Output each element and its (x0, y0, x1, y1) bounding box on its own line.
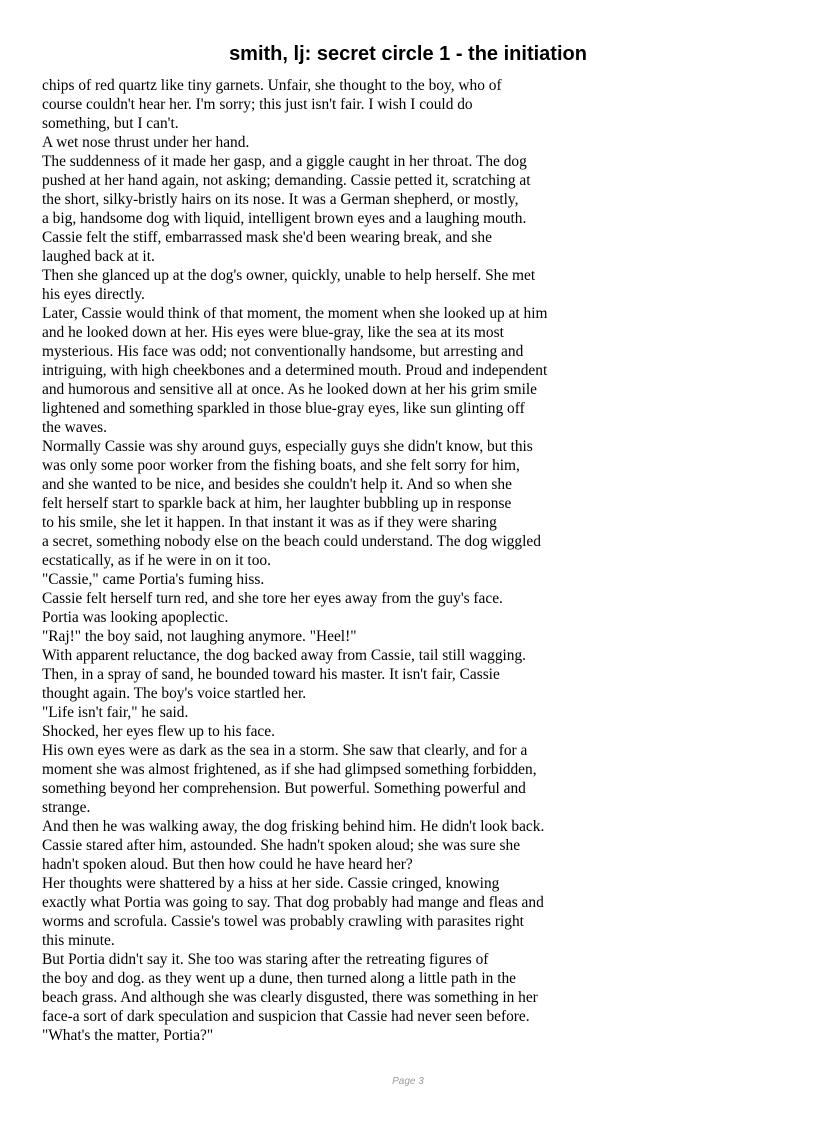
text-line: face-a sort of dark speculation and suspicion that Cassie had never seen before. (42, 1008, 530, 1025)
text-line: something, but I can't. (42, 115, 179, 132)
text-line: "Raj!" the boy said, not laughing anymore. "Heel!" (42, 628, 357, 645)
text-line: to his smile, she let it happen. In that instant it was as if they were sharing (42, 514, 497, 531)
text-line: chips of red quartz like tiny garnets. Unfair, she thought to the boy, who of (42, 77, 502, 94)
text-line: the boy and dog. as they went up a dune, then turned along a little path in the (42, 970, 516, 987)
text-line: "Cassie," came Portia's fuming hiss. (42, 571, 265, 588)
text-line: and he looked down at her. His eyes were blue-gray, like the sea at its most (42, 324, 504, 341)
text-line: "Life isn't fair," he said. (42, 704, 189, 721)
text-line: lightened and something sparkled in those blue-gray eyes, like sun glinting off (42, 400, 525, 417)
text-line: Then she glanced up at the dog's owner, quickly, unable to help herself. She met (42, 267, 536, 284)
text-line: Cassie stared after him, astounded. She hadn't spoken aloud; she was sure she (42, 837, 521, 854)
text-line: and humorous and sensitive all at once. As he looked down at her his grim smile (42, 381, 537, 398)
text-line: pushed at her hand again, not asking; demanding. Cassie petted it, scratching at (42, 172, 531, 189)
text-line: Cassie felt the stiff, embarrassed mask she'd been wearing break, and she (42, 229, 492, 246)
text-line: Later, Cassie would think of that moment, the moment when she looked up at him (42, 305, 548, 322)
text-line: But Portia didn't say it. She too was staring after the retreating figures of (42, 951, 489, 968)
text-line: the waves. (42, 419, 107, 436)
text-line: Cassie felt herself turn red, and she tore her eyes away from the guy's face. (42, 590, 503, 607)
text-line: thought again. The boy's voice startled her. (42, 685, 307, 702)
text-line: worms and scrofula. Cassie's towel was probably crawling with parasites right (42, 913, 524, 930)
text-line: His own eyes were as dark as the sea in a storm. She saw that clearly, and for a (42, 742, 528, 759)
text-line: moment she was almost frightened, as if she had glimpsed something forbidden, (42, 761, 537, 778)
page-title: smith, lj: secret circle 1 - the initiation (229, 43, 587, 65)
body-text (42, 76, 602, 1045)
text-line: The suddenness of it made her gasp, and a giggle caught in her throat. The dog (42, 153, 527, 170)
text-line: hadn't spoken aloud. But then how could he have heard her? (42, 856, 413, 873)
text-line: Normally Cassie was shy around guys, especially guys she didn't know, but this (42, 438, 533, 455)
text-line: felt herself start to sparkle back at him, her laughter bubbling up in response (42, 495, 512, 512)
text-line: A wet nose thrust under her hand. (42, 134, 250, 151)
text-line: course couldn't hear her. I'm sorry; this just isn't fair. I wish I could do (42, 96, 473, 113)
text-line: laughed back at it. (42, 248, 155, 265)
text-line: beach grass. And although she was clearly disgusted, there was something in her (42, 989, 538, 1006)
text-line: and she wanted to be nice, and besides she couldn't help it. And so when she (42, 476, 512, 493)
text-line: With apparent reluctance, the dog backed away from Cassie, tail still wagging. (42, 647, 527, 664)
text-line: Shocked, her eyes flew up to his face. (42, 723, 275, 740)
page-number: Page 3 (392, 1076, 424, 1087)
text-line: something beyond her comprehension. But powerful. Something powerful and (42, 780, 526, 797)
text-line: a big, handsome dog with liquid, intelligent brown eyes and a laughing mouth. (42, 210, 527, 227)
text-line: Then, in a spray of sand, he bounded toward his master. It isn't fair, Cassie (42, 666, 500, 683)
text-line: And then he was walking away, the dog frisking behind him. He didn't look back. (42, 818, 545, 835)
text-line: strange. (42, 799, 91, 816)
text-line: mysterious. His face was odd; not conventionally handsome, but arresting and (42, 343, 524, 360)
text-line: ecstatically, as if he were in on it too. (42, 552, 271, 569)
text-line: exactly what Portia was going to say. That dog probably had mange and fleas and (42, 894, 544, 911)
text-line: this minute. (42, 932, 115, 949)
text-line: intriguing, with high cheekbones and a determined mouth. Proud and independent (42, 362, 548, 379)
text-line: "What's the matter, Portia?" (42, 1027, 214, 1044)
text-line: Her thoughts were shattered by a hiss at her side. Cassie cringed, knowing (42, 875, 500, 892)
text-line: Portia was looking apoplectic. (42, 609, 229, 626)
text-line: was only some poor worker from the fishing boats, and she felt sorry for him, (42, 457, 520, 474)
text-line: the short, silky-bristly hairs on its nose. It was a German shepherd, or mostly, (42, 191, 519, 208)
text-line: his eyes directly. (42, 286, 145, 303)
text-line: a secret, something nobody else on the beach could understand. The dog wiggled (42, 533, 541, 550)
